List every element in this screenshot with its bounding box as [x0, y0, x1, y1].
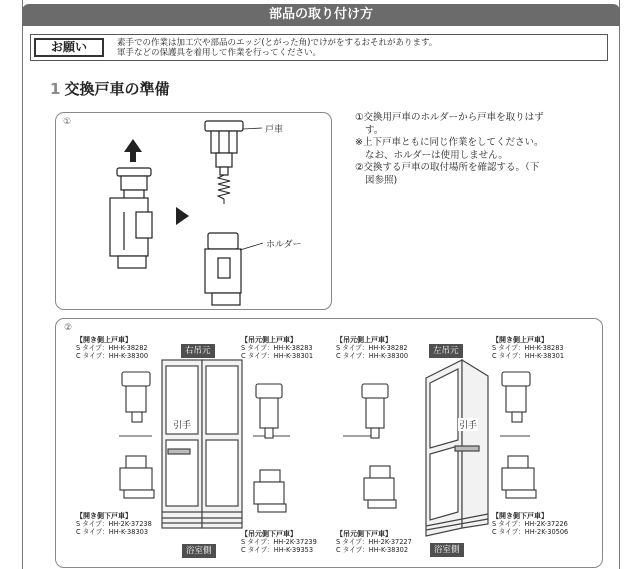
badge-bath-side: 浴室側 — [430, 543, 464, 557]
badge-left-hinge: 左吊元 — [429, 344, 463, 358]
label-holder: ホルダー — [266, 240, 302, 250]
roller-part-icon — [364, 466, 396, 508]
pull-handle-label: 引手 — [458, 418, 478, 431]
step-1: ①交換用戸車のホルダーから戸車を取りはず — [355, 112, 544, 123]
roller-part-icon — [502, 372, 530, 422]
section-title-text: 交換戸車の準備 — [64, 80, 170, 98]
note-cont: なお、ホルダーは使用しません。 — [365, 149, 508, 161]
door-icon — [162, 360, 242, 528]
notice-line-1: 素手での作業は加工穴や部品のエッジ(とがった角)でけがをするおそれがあります。 — [117, 38, 438, 48]
step-1-cont: す。 — [365, 124, 384, 136]
notice-badge: お願い — [34, 38, 104, 57]
roller-part-icon — [256, 384, 282, 438]
part-entry: 【吊元側上戸車】 S タイプ：HH-K-38282 C タイプ：HH-K-38300 — [336, 336, 409, 360]
part-entry: 【吊元側上戸車】 S タイプ：HH-K-38283 C タイプ：HH-K-38301 — [241, 336, 314, 360]
part-entry: 【開き側下戸車】 S タイプ：HH-2K-37226 C タイプ：HH-2K-30506 — [492, 512, 569, 536]
step-2: ②交換する戸車の取付場所を確認する。（下 — [355, 162, 540, 173]
part-entry: 【吊元側下戸車】 S タイプ：HH-2K-37227 C タイプ：HH-K-38302 — [336, 530, 412, 554]
label-roller: 戸車 — [265, 125, 284, 135]
step-2-cont: 図参照) — [365, 174, 398, 186]
roller-part-icon — [254, 470, 286, 512]
roller-part-icon — [122, 372, 150, 422]
roller-part-icon — [362, 384, 388, 438]
panel-marker: ② — [64, 323, 73, 333]
door-icon — [426, 360, 488, 536]
part-entry: 【開き側上戸車】 S タイプ：HH-K-38283 C タイプ：HH-K-38301 — [492, 336, 565, 360]
badge-right-hinge: 右吊元 — [181, 344, 215, 358]
page-title: 部品の取り付け方 — [268, 7, 373, 22]
panel-marker: ① — [63, 117, 72, 127]
part-entry: 【吊元側下戸車】 S タイプ：HH-2K-37239 C タイプ：HH-K-39353 — [241, 530, 317, 554]
part-entry: 【開き側下戸車】 S タイプ：HH-2K-37238 C タイプ：HH-K-38303 — [76, 512, 152, 536]
badge-bath-side: 浴室側 — [182, 544, 216, 558]
roller-part-icon — [502, 456, 536, 498]
part-entry: 【開き側上戸車】 S タイプ：HH-K-38282 C タイプ：HH-K-38300 — [76, 336, 149, 360]
pull-handle-label: 引手 — [172, 418, 192, 431]
roller-part-icon — [120, 456, 154, 498]
note: ※上下戸車ともに同じ作業をしてください。 — [355, 137, 544, 148]
notice-line-2: 軍手などの保護具を着用して作業を行ってください。 — [117, 48, 322, 58]
section-number: 1 — [50, 80, 61, 98]
